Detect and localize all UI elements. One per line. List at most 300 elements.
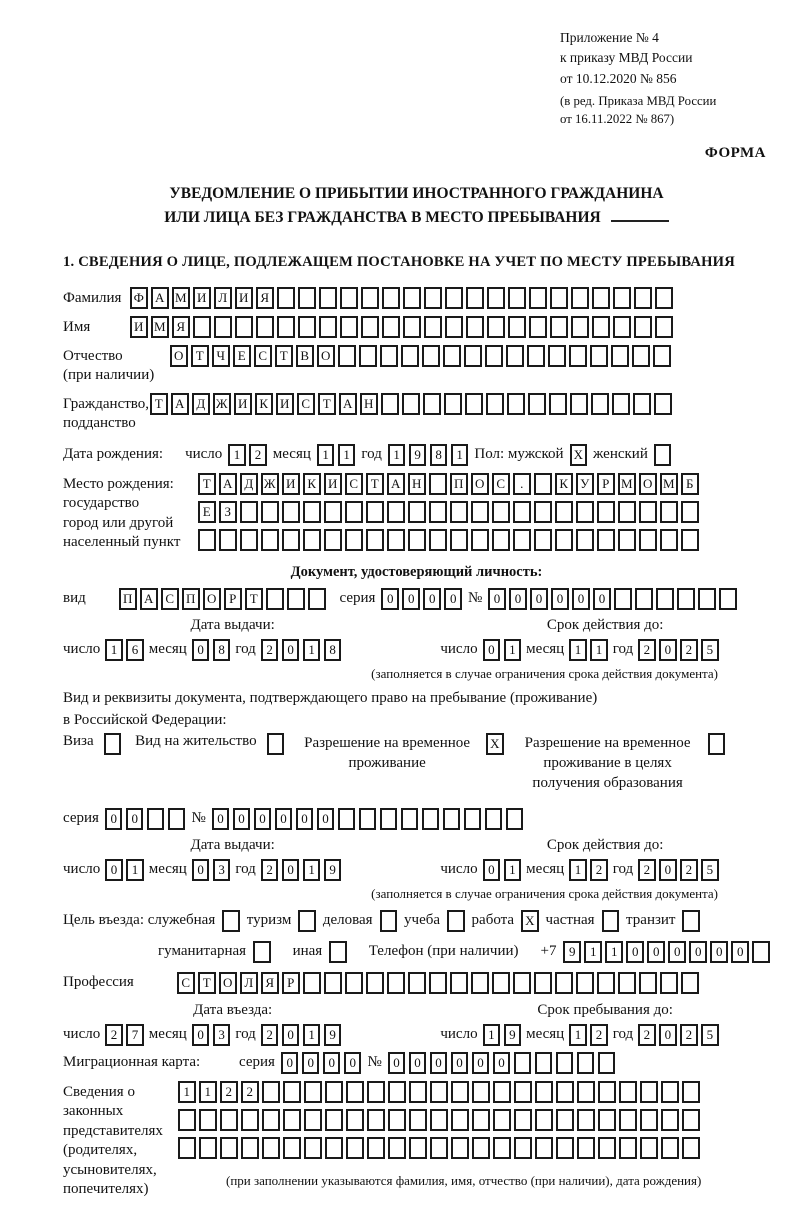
char-cell[interactable]: 1 xyxy=(388,444,406,466)
char-cell[interactable] xyxy=(660,529,678,551)
char-cell[interactable] xyxy=(677,588,695,610)
char-cell[interactable]: Б xyxy=(681,473,699,495)
char-cell[interactable]: 9 xyxy=(504,1024,522,1046)
char-cell[interactable] xyxy=(423,393,441,415)
char-cell[interactable]: 0 xyxy=(323,1052,341,1074)
char-cell[interactable] xyxy=(325,1109,343,1131)
char-cell[interactable]: И xyxy=(324,473,342,495)
char-cell[interactable] xyxy=(147,808,165,830)
char-cell[interactable]: Т xyxy=(366,473,384,495)
char-cell[interactable] xyxy=(447,910,465,932)
char-cell[interactable]: Ж xyxy=(261,473,279,495)
char-cell[interactable]: 2 xyxy=(261,1024,279,1046)
char-cell[interactable] xyxy=(485,345,503,367)
char-cell[interactable] xyxy=(513,529,531,551)
char-cell[interactable]: 0 xyxy=(381,588,399,610)
char-cell[interactable]: 0 xyxy=(509,588,527,610)
char-cell[interactable]: 1 xyxy=(317,444,335,466)
char-cell[interactable] xyxy=(408,501,426,523)
char-cell[interactable] xyxy=(535,1109,553,1131)
char-cell[interactable] xyxy=(262,1137,280,1159)
char-cell[interactable] xyxy=(283,1109,301,1131)
char-cell[interactable] xyxy=(283,1137,301,1159)
char-cell[interactable] xyxy=(298,287,316,309)
char-cell[interactable]: 2 xyxy=(105,1024,123,1046)
char-cell[interactable]: 9 xyxy=(563,941,581,963)
char-cell[interactable] xyxy=(168,808,186,830)
char-cell[interactable]: С xyxy=(161,588,179,610)
char-cell[interactable]: 0 xyxy=(192,1024,210,1046)
char-cell[interactable] xyxy=(329,941,347,963)
char-cell[interactable]: 2 xyxy=(638,639,656,661)
char-cell[interactable] xyxy=(640,1137,658,1159)
char-cell[interactable] xyxy=(708,733,726,755)
char-cell[interactable]: Н xyxy=(360,393,378,415)
char-cell[interactable]: К xyxy=(255,393,273,415)
char-cell[interactable]: 0 xyxy=(105,808,123,830)
char-cell[interactable] xyxy=(634,287,652,309)
char-cell[interactable]: 2 xyxy=(590,859,608,881)
char-cell[interactable] xyxy=(382,287,400,309)
char-cell[interactable] xyxy=(619,1081,637,1103)
char-cell[interactable]: 3 xyxy=(213,859,231,881)
char-cell[interactable]: 0 xyxy=(192,859,210,881)
char-cell[interactable] xyxy=(408,529,426,551)
char-cell[interactable] xyxy=(487,287,505,309)
char-cell[interactable]: 1 xyxy=(303,859,321,881)
char-cell[interactable]: 1 xyxy=(569,1024,587,1046)
char-cell[interactable] xyxy=(614,588,632,610)
char-cell[interactable] xyxy=(613,316,631,338)
char-cell[interactable] xyxy=(661,1081,679,1103)
char-cell[interactable]: Т xyxy=(150,393,168,415)
char-cell[interactable] xyxy=(304,1081,322,1103)
char-cell[interactable]: 0 xyxy=(710,941,728,963)
char-cell[interactable] xyxy=(493,1081,511,1103)
char-cell[interactable] xyxy=(304,1109,322,1131)
char-cell[interactable]: 0 xyxy=(668,941,686,963)
char-cell[interactable] xyxy=(506,345,524,367)
char-cell[interactable] xyxy=(535,1137,553,1159)
char-cell[interactable] xyxy=(424,316,442,338)
char-cell[interactable] xyxy=(380,910,398,932)
char-cell[interactable]: П xyxy=(450,473,468,495)
char-cell[interactable] xyxy=(591,393,609,415)
char-cell[interactable]: 1 xyxy=(584,941,602,963)
char-cell[interactable] xyxy=(492,972,510,994)
char-cell[interactable]: 2 xyxy=(249,444,267,466)
char-cell[interactable]: 0 xyxy=(388,1052,406,1074)
char-cell[interactable]: 9 xyxy=(324,859,342,881)
char-cell[interactable] xyxy=(366,529,384,551)
char-cell[interactable] xyxy=(598,1109,616,1131)
char-cell[interactable] xyxy=(367,1109,385,1131)
char-cell[interactable] xyxy=(382,316,400,338)
char-cell[interactable] xyxy=(598,1052,616,1074)
char-cell[interactable] xyxy=(345,972,363,994)
char-cell[interactable] xyxy=(303,972,321,994)
char-cell[interactable] xyxy=(619,1109,637,1131)
char-cell[interactable] xyxy=(444,393,462,415)
char-cell[interactable]: 0 xyxy=(689,941,707,963)
char-cell[interactable]: К xyxy=(555,473,573,495)
char-cell[interactable] xyxy=(570,393,588,415)
char-cell[interactable] xyxy=(618,972,636,994)
char-cell[interactable] xyxy=(534,473,552,495)
char-cell[interactable] xyxy=(592,316,610,338)
char-cell[interactable] xyxy=(429,972,447,994)
char-cell[interactable] xyxy=(193,316,211,338)
char-cell[interactable] xyxy=(266,588,284,610)
char-cell[interactable] xyxy=(556,1052,574,1074)
char-cell[interactable]: А xyxy=(151,287,169,309)
char-cell[interactable]: 0 xyxy=(444,588,462,610)
char-cell[interactable] xyxy=(429,529,447,551)
char-cell[interactable]: 1 xyxy=(199,1081,217,1103)
char-cell[interactable] xyxy=(485,808,503,830)
char-cell[interactable]: В xyxy=(296,345,314,367)
char-cell[interactable]: 2 xyxy=(638,859,656,881)
char-cell[interactable]: 0 xyxy=(233,808,251,830)
char-cell[interactable]: 0 xyxy=(530,588,548,610)
char-cell[interactable] xyxy=(487,316,505,338)
char-cell[interactable]: 2 xyxy=(261,639,279,661)
char-cell[interactable] xyxy=(445,316,463,338)
char-cell[interactable]: 0 xyxy=(488,588,506,610)
char-cell[interactable] xyxy=(277,316,295,338)
char-cell[interactable] xyxy=(528,393,546,415)
char-cell[interactable]: 1 xyxy=(451,444,469,466)
char-cell[interactable]: 5 xyxy=(701,859,719,881)
char-cell[interactable]: X xyxy=(521,910,539,932)
char-cell[interactable]: 0 xyxy=(302,1052,320,1074)
char-cell[interactable] xyxy=(422,345,440,367)
char-cell[interactable] xyxy=(464,808,482,830)
char-cell[interactable] xyxy=(104,733,122,755)
char-cell[interactable]: 8 xyxy=(213,639,231,661)
char-cell[interactable]: 1 xyxy=(178,1081,196,1103)
char-cell[interactable]: 0 xyxy=(572,588,590,610)
char-cell[interactable] xyxy=(486,393,504,415)
char-cell[interactable] xyxy=(402,393,420,415)
char-cell[interactable]: А xyxy=(140,588,158,610)
char-cell[interactable]: 2 xyxy=(680,639,698,661)
char-cell[interactable] xyxy=(256,316,274,338)
char-cell[interactable] xyxy=(298,316,316,338)
char-cell[interactable] xyxy=(492,501,510,523)
char-cell[interactable]: 0 xyxy=(282,1024,300,1046)
char-cell[interactable] xyxy=(633,393,651,415)
char-cell[interactable] xyxy=(445,287,463,309)
char-cell[interactable] xyxy=(612,393,630,415)
char-cell[interactable] xyxy=(443,808,461,830)
char-cell[interactable] xyxy=(471,972,489,994)
char-cell[interactable]: Р xyxy=(282,972,300,994)
char-cell[interactable]: 0 xyxy=(281,1052,299,1074)
char-cell[interactable] xyxy=(682,1137,700,1159)
char-cell[interactable] xyxy=(661,1137,679,1159)
char-cell[interactable] xyxy=(261,529,279,551)
char-cell[interactable] xyxy=(618,529,636,551)
char-cell[interactable] xyxy=(424,287,442,309)
char-cell[interactable] xyxy=(550,316,568,338)
char-cell[interactable]: Т xyxy=(191,345,209,367)
char-cell[interactable] xyxy=(639,501,657,523)
char-cell[interactable] xyxy=(324,501,342,523)
char-cell[interactable]: 0 xyxy=(493,1052,511,1074)
char-cell[interactable]: П xyxy=(119,588,137,610)
char-cell[interactable] xyxy=(220,1137,238,1159)
char-cell[interactable] xyxy=(514,1081,532,1103)
char-cell[interactable] xyxy=(719,588,737,610)
char-cell[interactable] xyxy=(409,1081,427,1103)
char-cell[interactable] xyxy=(178,1109,196,1131)
char-cell[interactable] xyxy=(325,1081,343,1103)
char-cell[interactable] xyxy=(199,1137,217,1159)
char-cell[interactable] xyxy=(303,529,321,551)
char-cell[interactable] xyxy=(655,316,673,338)
char-cell[interactable]: 0 xyxy=(105,859,123,881)
char-cell[interactable]: А xyxy=(171,393,189,415)
char-cell[interactable] xyxy=(661,1109,679,1131)
char-cell[interactable] xyxy=(639,529,657,551)
char-cell[interactable]: 1 xyxy=(126,859,144,881)
char-cell[interactable] xyxy=(535,1052,553,1074)
char-cell[interactable]: 0 xyxy=(126,808,144,830)
char-cell[interactable]: Т xyxy=(275,345,293,367)
char-cell[interactable] xyxy=(325,1137,343,1159)
char-cell[interactable]: 0 xyxy=(451,1052,469,1074)
char-cell[interactable] xyxy=(534,972,552,994)
char-cell[interactable] xyxy=(514,1109,532,1131)
char-cell[interactable] xyxy=(282,501,300,523)
char-cell[interactable]: 0 xyxy=(430,1052,448,1074)
char-cell[interactable] xyxy=(660,501,678,523)
char-cell[interactable] xyxy=(261,501,279,523)
char-cell[interactable] xyxy=(401,808,419,830)
char-cell[interactable] xyxy=(219,529,237,551)
char-cell[interactable] xyxy=(324,972,342,994)
char-cell[interactable] xyxy=(319,316,337,338)
char-cell[interactable]: 0 xyxy=(483,859,501,881)
char-cell[interactable] xyxy=(240,529,258,551)
char-cell[interactable] xyxy=(298,910,316,932)
char-cell[interactable]: 2 xyxy=(241,1081,259,1103)
char-cell[interactable]: 6 xyxy=(126,639,144,661)
char-cell[interactable] xyxy=(513,501,531,523)
char-cell[interactable] xyxy=(550,287,568,309)
char-cell[interactable]: 0 xyxy=(551,588,569,610)
char-cell[interactable]: 5 xyxy=(701,1024,719,1046)
char-cell[interactable]: 1 xyxy=(504,639,522,661)
char-cell[interactable] xyxy=(367,1081,385,1103)
char-cell[interactable] xyxy=(507,393,525,415)
char-cell[interactable]: Р xyxy=(224,588,242,610)
char-cell[interactable] xyxy=(597,529,615,551)
char-cell[interactable] xyxy=(632,345,650,367)
char-cell[interactable]: 0 xyxy=(192,639,210,661)
char-cell[interactable] xyxy=(752,941,770,963)
char-cell[interactable]: 1 xyxy=(338,444,356,466)
char-cell[interactable]: 1 xyxy=(303,1024,321,1046)
char-cell[interactable]: 0 xyxy=(472,1052,490,1074)
char-cell[interactable]: 2 xyxy=(261,859,279,881)
char-cell[interactable]: Л xyxy=(240,972,258,994)
char-cell[interactable]: С xyxy=(297,393,315,415)
char-cell[interactable] xyxy=(367,1137,385,1159)
char-cell[interactable] xyxy=(576,501,594,523)
char-cell[interactable] xyxy=(422,808,440,830)
char-cell[interactable]: О xyxy=(219,972,237,994)
char-cell[interactable] xyxy=(361,316,379,338)
char-cell[interactable] xyxy=(340,287,358,309)
char-cell[interactable] xyxy=(235,316,253,338)
char-cell[interactable]: А xyxy=(339,393,357,415)
char-cell[interactable]: 0 xyxy=(593,588,611,610)
char-cell[interactable]: Я xyxy=(256,287,274,309)
char-cell[interactable] xyxy=(338,808,356,830)
char-cell[interactable] xyxy=(682,1109,700,1131)
char-cell[interactable] xyxy=(409,1109,427,1131)
char-cell[interactable] xyxy=(319,287,337,309)
char-cell[interactable]: 0 xyxy=(659,1024,677,1046)
char-cell[interactable]: 2 xyxy=(220,1081,238,1103)
char-cell[interactable]: 3 xyxy=(213,1024,231,1046)
char-cell[interactable] xyxy=(403,287,421,309)
char-cell[interactable] xyxy=(640,1081,658,1103)
char-cell[interactable]: 0 xyxy=(275,808,293,830)
char-cell[interactable] xyxy=(283,1081,301,1103)
char-cell[interactable]: 9 xyxy=(409,444,427,466)
char-cell[interactable] xyxy=(387,529,405,551)
char-cell[interactable] xyxy=(466,316,484,338)
char-cell[interactable]: . xyxy=(513,473,531,495)
char-cell[interactable] xyxy=(508,287,526,309)
char-cell[interactable]: 1 xyxy=(569,859,587,881)
char-cell[interactable] xyxy=(576,529,594,551)
char-cell[interactable]: 1 xyxy=(605,941,623,963)
char-cell[interactable] xyxy=(682,910,700,932)
char-cell[interactable]: К xyxy=(303,473,321,495)
char-cell[interactable]: 0 xyxy=(659,639,677,661)
char-cell[interactable] xyxy=(577,1109,595,1131)
char-cell[interactable]: 0 xyxy=(402,588,420,610)
char-cell[interactable]: Т xyxy=(198,473,216,495)
char-cell[interactable] xyxy=(598,1081,616,1103)
char-cell[interactable] xyxy=(429,501,447,523)
char-cell[interactable]: Д xyxy=(240,473,258,495)
char-cell[interactable] xyxy=(681,501,699,523)
char-cell[interactable] xyxy=(555,501,573,523)
char-cell[interactable] xyxy=(262,1109,280,1131)
char-cell[interactable] xyxy=(555,972,573,994)
char-cell[interactable]: 9 xyxy=(324,1024,342,1046)
char-cell[interactable]: 0 xyxy=(296,808,314,830)
char-cell[interactable] xyxy=(388,1109,406,1131)
char-cell[interactable]: Т xyxy=(245,588,263,610)
char-cell[interactable] xyxy=(262,1081,280,1103)
char-cell[interactable] xyxy=(555,529,573,551)
char-cell[interactable]: 1 xyxy=(303,639,321,661)
char-cell[interactable]: 0 xyxy=(344,1052,362,1074)
char-cell[interactable] xyxy=(654,444,672,466)
char-cell[interactable] xyxy=(282,529,300,551)
char-cell[interactable]: У xyxy=(576,473,594,495)
char-cell[interactable] xyxy=(465,393,483,415)
char-cell[interactable] xyxy=(267,733,285,755)
char-cell[interactable]: 0 xyxy=(731,941,749,963)
char-cell[interactable]: И xyxy=(282,473,300,495)
char-cell[interactable] xyxy=(549,393,567,415)
char-cell[interactable] xyxy=(409,1137,427,1159)
char-cell[interactable] xyxy=(656,588,674,610)
char-cell[interactable] xyxy=(535,1081,553,1103)
char-cell[interactable] xyxy=(576,972,594,994)
char-cell[interactable]: 1 xyxy=(569,639,587,661)
char-cell[interactable]: 2 xyxy=(590,1024,608,1046)
char-cell[interactable] xyxy=(471,501,489,523)
char-cell[interactable]: 5 xyxy=(701,639,719,661)
char-cell[interactable] xyxy=(529,316,547,338)
char-cell[interactable]: Д xyxy=(192,393,210,415)
char-cell[interactable]: С xyxy=(254,345,272,367)
char-cell[interactable] xyxy=(514,1052,532,1074)
char-cell[interactable] xyxy=(472,1137,490,1159)
char-cell[interactable] xyxy=(613,287,631,309)
char-cell[interactable] xyxy=(178,1137,196,1159)
char-cell[interactable] xyxy=(464,345,482,367)
char-cell[interactable] xyxy=(388,1137,406,1159)
char-cell[interactable] xyxy=(534,501,552,523)
char-cell[interactable]: С xyxy=(492,473,510,495)
char-cell[interactable]: С xyxy=(345,473,363,495)
char-cell[interactable] xyxy=(253,941,271,963)
char-cell[interactable]: Л xyxy=(214,287,232,309)
char-cell[interactable] xyxy=(450,501,468,523)
char-cell[interactable] xyxy=(571,316,589,338)
char-cell[interactable] xyxy=(577,1137,595,1159)
char-cell[interactable] xyxy=(556,1109,574,1131)
char-cell[interactable] xyxy=(590,345,608,367)
char-cell[interactable] xyxy=(660,972,678,994)
char-cell[interactable] xyxy=(493,1109,511,1131)
char-cell[interactable] xyxy=(430,1109,448,1131)
char-cell[interactable]: И xyxy=(130,316,148,338)
char-cell[interactable] xyxy=(380,808,398,830)
char-cell[interactable] xyxy=(529,287,547,309)
char-cell[interactable] xyxy=(506,808,524,830)
char-cell[interactable] xyxy=(340,316,358,338)
char-cell[interactable]: X xyxy=(570,444,588,466)
char-cell[interactable]: 7 xyxy=(126,1024,144,1046)
char-cell[interactable] xyxy=(513,972,531,994)
char-cell[interactable] xyxy=(577,1052,595,1074)
char-cell[interactable] xyxy=(346,1081,364,1103)
char-cell[interactable]: Т xyxy=(198,972,216,994)
char-cell[interactable] xyxy=(366,501,384,523)
char-cell[interactable] xyxy=(653,345,671,367)
char-cell[interactable]: М xyxy=(172,287,190,309)
char-cell[interactable] xyxy=(338,345,356,367)
char-cell[interactable] xyxy=(304,1137,322,1159)
char-cell[interactable]: 1 xyxy=(105,639,123,661)
char-cell[interactable]: 2 xyxy=(638,1024,656,1046)
char-cell[interactable] xyxy=(569,345,587,367)
char-cell[interactable] xyxy=(654,393,672,415)
char-cell[interactable] xyxy=(592,287,610,309)
char-cell[interactable] xyxy=(602,910,620,932)
char-cell[interactable] xyxy=(556,1081,574,1103)
